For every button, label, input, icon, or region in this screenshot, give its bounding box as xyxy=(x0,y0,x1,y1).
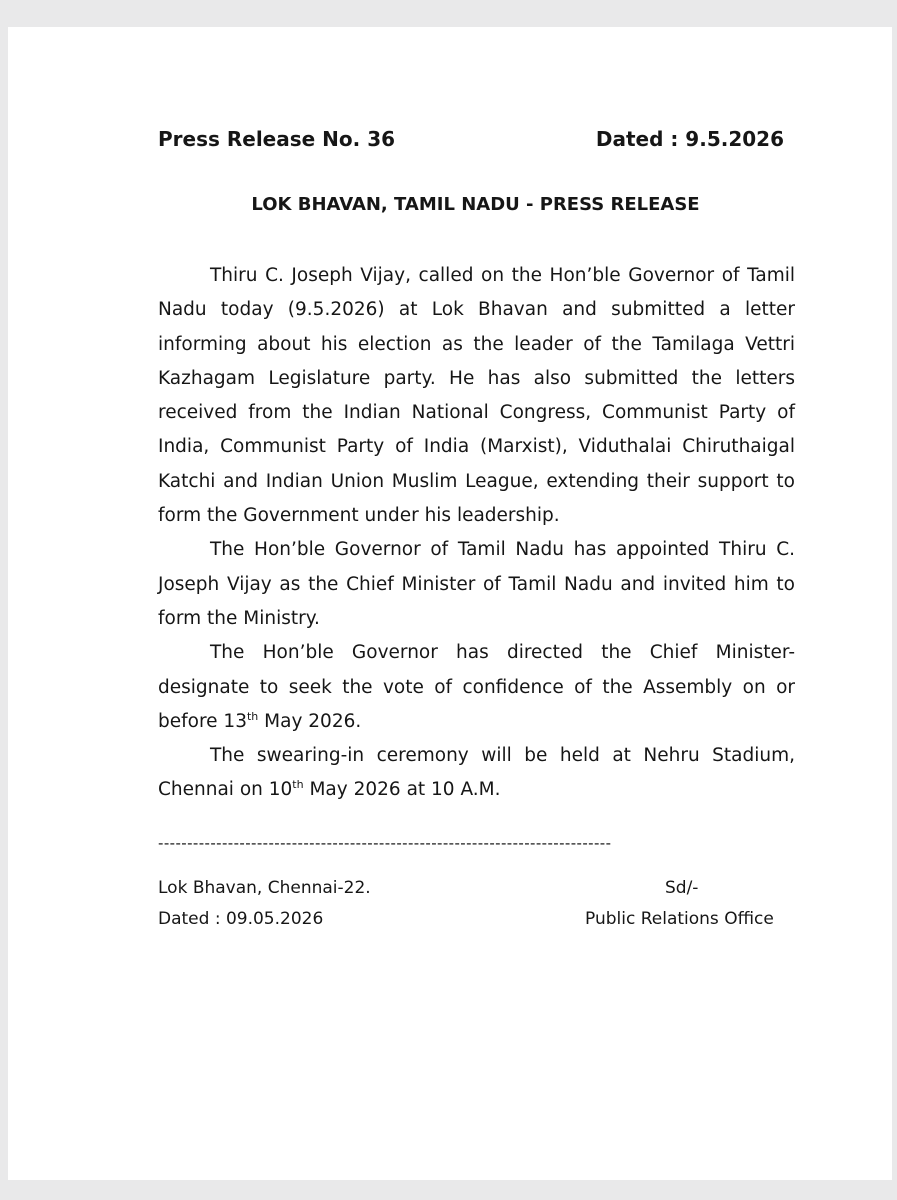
press-release-page xyxy=(8,27,892,1180)
release-body xyxy=(158,259,795,808)
paragraph-4-tail: May 2026 at 10 A.M. xyxy=(303,779,501,801)
paragraph-3-ordinal: th xyxy=(246,709,259,723)
release-number: Press Release No. 36 xyxy=(158,127,396,151)
paragraph-4 xyxy=(158,739,795,808)
paragraph-3 xyxy=(158,636,795,739)
dashed-separator: ------------------------------------------------------------------------------ xyxy=(158,834,612,852)
release-date: Dated : 9.5.2026 xyxy=(595,127,784,151)
footer-office: Public Relations Office xyxy=(585,909,774,929)
paragraph-4-ordinal: th xyxy=(292,778,304,792)
footer-signature: Sd/- xyxy=(665,878,699,898)
paragraph-1: Thiru C. Joseph Vijay, called on the Hon’ble Governor of Tamil Nadu today (9.5.2026) at Lok Bhavan and submitted a letter informing about his election as the leader of the Tamilaga Vettri Kazhagam Legislature party. He has also submitted the letters received from the Indian National Congress, Communist Party of India, Communist Party of India (Marxist), Viduthalai Chiruthaigal Katchi and Indian Union Muslim League, extending their support to form the Government under his leadership. xyxy=(158,265,795,527)
footer-place: Lok Bhavan, Chennai-22. xyxy=(158,878,371,898)
footer-date: Dated : 09.05.2026 xyxy=(158,909,324,929)
document-title: LOK BHAVAN, TAMIL NADU - PRESS RELEASE xyxy=(251,194,700,215)
paragraph-2: The Hon’ble Governor of Tamil Nadu has appointed Thiru C. Joseph Vijay as the Chief Minister of Tamil Nadu and invited him to form the Ministry. xyxy=(158,539,795,629)
paragraph-4-text: The swearing-in ceremony will be held at Nehru Stadium, Chennai on 10 xyxy=(158,745,795,801)
paragraph-3-text: The Hon’ble Governor has directed the Chief Minister-designate to seek the vote of confidence of the Assembly on or before 13 xyxy=(158,642,795,732)
paragraph-3-tail: May 2026. xyxy=(258,710,362,732)
